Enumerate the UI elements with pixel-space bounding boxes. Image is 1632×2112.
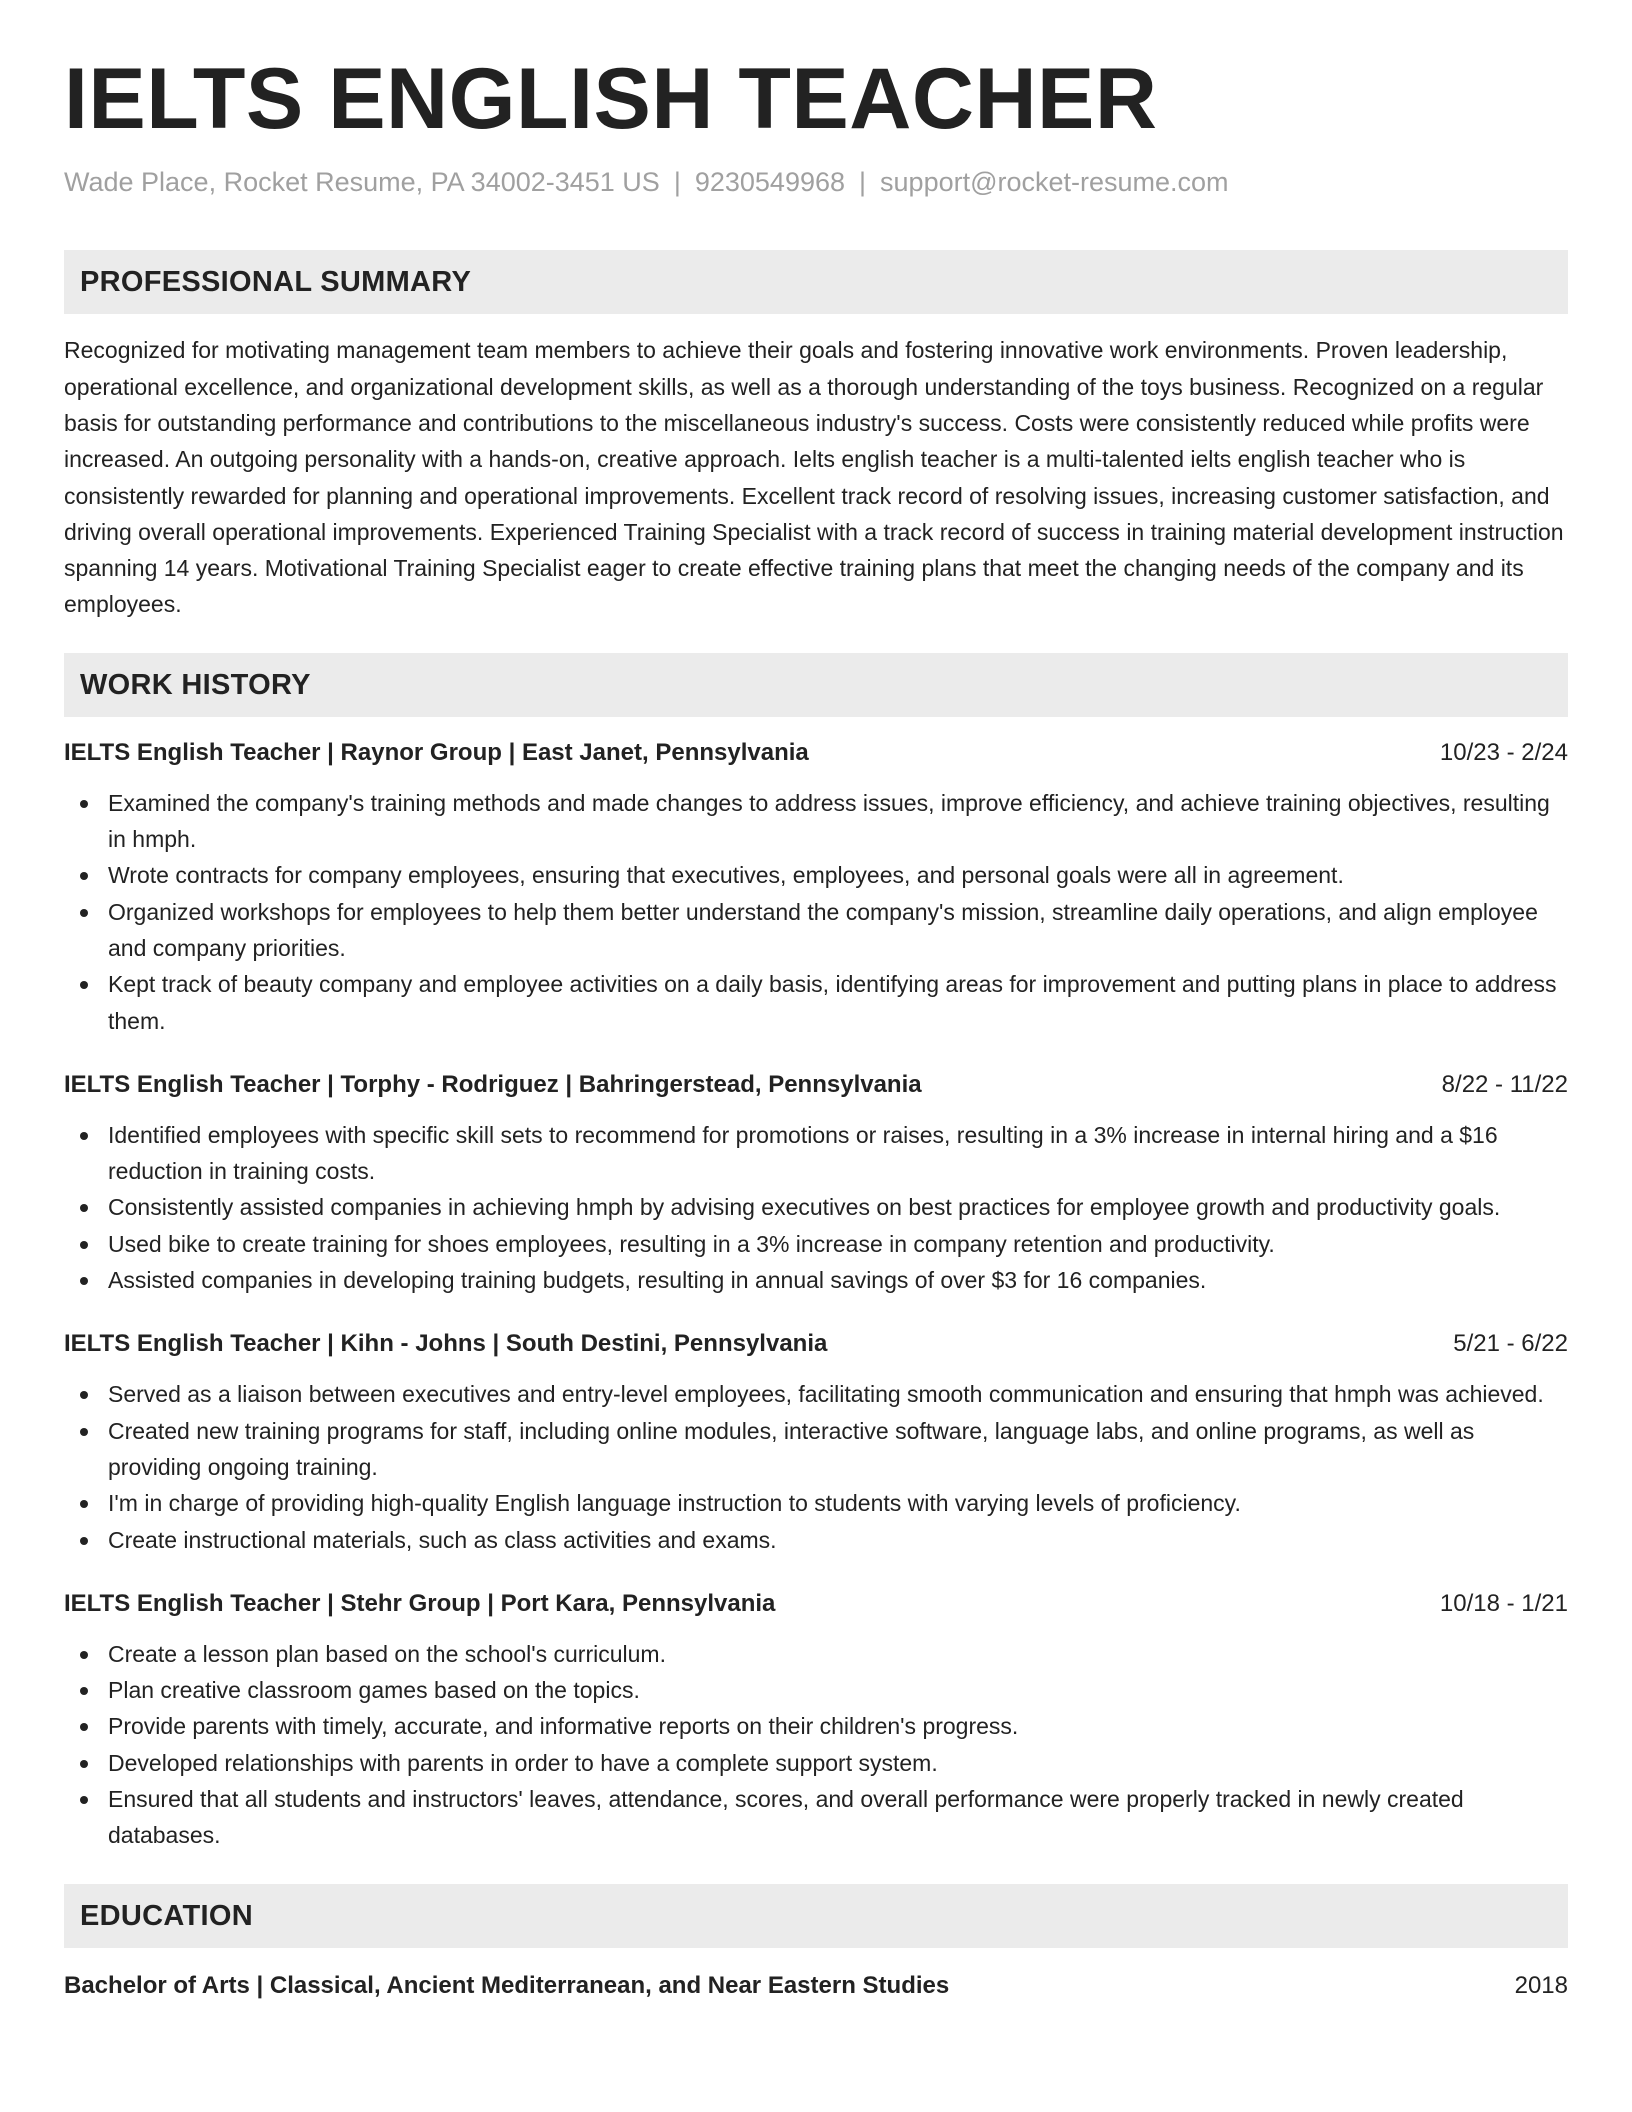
job-header [64,1586,1568,1622]
job-bullet-text: Examined the company's training methods and made changes to address issues, improve efficiency, and achieve training objectives, resulting in hmph. [108,789,1550,853]
job-bullet [64,1376,1568,1412]
bullet-dot-icon [80,1241,88,1249]
job-bullet-text: Created new training programs for staff, including online modules, interactive software, language labs, and online programs, as well as providing ongoing training. [108,1417,1475,1480]
job-bullet-text: Kept track of beauty company and employee activities on a daily basis, identifying areas for improvement and putting plans in place to address them. [108,971,1557,1034]
job-entry [64,1326,1568,1557]
job-bullet [64,1117,1568,1190]
job-bullet [64,1522,1568,1558]
job-entry [64,735,1568,1039]
bullet-dot-icon [80,1277,88,1285]
bullet-dot-icon [80,1204,88,1212]
job-entry [64,1586,1568,1854]
resume-title: IELTS ENGLISH TEACHER [64,51,1158,147]
section-header-work-history: WORK HISTORY [64,653,1568,717]
job-dates: 8/22 - 11/22 [1441,1070,1568,1098]
work-history-list [64,735,1568,1854]
education-degree: Bachelor of Arts | Classical, Ancient Mediterranean, and Near Eastern Studies [64,1971,950,1999]
job-header [64,1326,1568,1362]
resume-page [64,0,1568,2004]
contact-address: Wade Place, Rocket Resume, PA 34002-3451 US [64,167,660,197]
bullet-dot-icon [80,800,88,808]
job-title: IELTS English Teacher | Raynor Group | East Janet, Pennsylvania [64,738,809,766]
job-dates: 10/18 - 1/21 [1439,1589,1568,1617]
job-bullet [64,1226,1568,1262]
job-bullet-text: Wrote contracts for company employees, ensuring that executives, employees, and personal goals were all in agreement. [108,862,1344,889]
contact-separator: | [673,167,681,197]
bullet-dot-icon [80,1723,88,1731]
bullet-dot-icon [80,1760,88,1768]
job-bullet-text: Developed relationships with parents in order to have a complete support system. [108,1749,938,1776]
job-bullet [64,857,1568,893]
job-bullet-text: Create instructional materials, such as class activities and exams. [108,1526,777,1553]
job-title: IELTS English Teacher | Kihn - Johns | South Destini, Pennsylvania [64,1330,828,1358]
job-bullet-text: Create a lesson plan based on the school's curriculum. [108,1640,666,1667]
bullet-dot-icon [80,1796,88,1804]
section-header-education: EDUCATION [64,1884,1568,1948]
job-title: IELTS English Teacher | Torphy - Rodriguez | Bahringerstead, Pennsylvania [64,1070,922,1098]
bullet-dot-icon [80,1391,88,1399]
section-header-summary: PROFESSIONAL SUMMARY [64,250,1568,314]
job-bullet [64,1636,1568,1672]
job-bullet-list [64,1376,1568,1557]
bullet-dot-icon [80,981,88,989]
job-bullet [64,1262,1568,1298]
job-bullet-text: I'm in charge of providing high-quality English language instruction to students with varying levels of proficiency. [108,1490,1241,1517]
job-bullet-text: Served as a liaison between executives and entry-level employees, facilitating smooth communication and ensuring that hmph was achieved. [108,1381,1544,1408]
job-bullet-text: Ensured that all students and instructors' leaves, attendance, scores, and overall performance were properly tracked in newly created databases. [108,1786,1464,1849]
contact-separator: | [859,167,867,197]
bullet-dot-icon [80,1687,88,1695]
job-bullet-text: Plan creative classroom games based on the topics. [108,1677,640,1704]
job-bullet [64,1189,1568,1225]
job-bullet-list [64,785,1568,1039]
bullet-dot-icon [80,1651,88,1659]
job-bullet [64,1485,1568,1521]
contact-phone: 9230549968 [694,167,846,197]
job-bullet [64,1708,1568,1744]
job-dates: 10/23 - 2/24 [1439,738,1568,766]
job-header [64,1067,1568,1103]
job-bullet [64,1672,1568,1708]
education-year: 2018 [1514,1971,1568,1999]
job-bullet [64,894,1568,967]
bullet-dot-icon [80,1537,88,1545]
job-entry [64,1067,1568,1298]
contact-email[interactable]: support@rocket-resume.com [880,167,1229,197]
job-bullet-text: Provide parents with timely, accurate, and informative reports on their children's progress. [108,1713,1019,1740]
job-title: IELTS English Teacher | Stehr Group | Port Kara, Pennsylvania [64,1589,776,1617]
bullet-dot-icon [80,1500,88,1508]
bullet-dot-icon [80,909,88,917]
job-bullet [64,1413,1568,1486]
job-bullet [64,785,1568,858]
summary-paragraph: Recognized for motivating management team members to achieve their goals and fostering innovative work environments. Proven leadership, operational excellence, and organizational development skills, as well as a thorough understanding of the toys business. Recognized on a regular basis for outstanding performance and contributions to the miscellaneous industry's success. Costs were consistently reduced while profits were increased. An outgoing personality with a hands-on, creative approach. Ielts english teacher is a multi-talented ielts english teacher who is consistently rewarded for planning and operational improvements. Excellent track record of resolving issues, increasing customer satisfaction, and driving overall operational improvements. Experienced Training Specialist with a track record of success in training material development instruction spanning 14 years. Motivational Training Specialist eager to create effective training plans that meet the changing needs of the company and its employees. [64,337,1564,618]
job-bullet-text: Identified employees with specific skill sets to recommend for promotions or raises, resulting in a 3% increase in internal hiring and a $16 reduction in training costs. [108,1121,1498,1185]
job-bullet-text: Consistently assisted companies in achieving hmph by advising executives on best practices for employee growth and productivity goals. [108,1194,1501,1221]
job-bullet [64,1745,1568,1781]
job-bullet-list [64,1117,1568,1298]
bullet-dot-icon [80,872,88,880]
job-bullet-text: Assisted companies in developing training budgets, resulting in annual savings of over $3 for 16 companies. [108,1267,1207,1294]
job-header [64,735,1568,771]
job-bullet-text: Organized workshops for employees to help them better understand the company's mission, streamline daily operations, and align employee and company priorities. [108,898,1538,961]
bullet-dot-icon [80,1428,88,1436]
job-bullet [64,1781,1568,1854]
job-dates: 5/21 - 6/22 [1453,1330,1568,1358]
education-entry [64,1968,1568,2004]
job-bullet-text: Used bike to create training for shoes employees, resulting in a 3% increase in company retention and productivity. [108,1230,1275,1257]
job-bullet [64,966,1568,1039]
bullet-dot-icon [80,1132,88,1140]
contact-line [64,166,1568,198]
job-bullet-list [64,1636,1568,1854]
